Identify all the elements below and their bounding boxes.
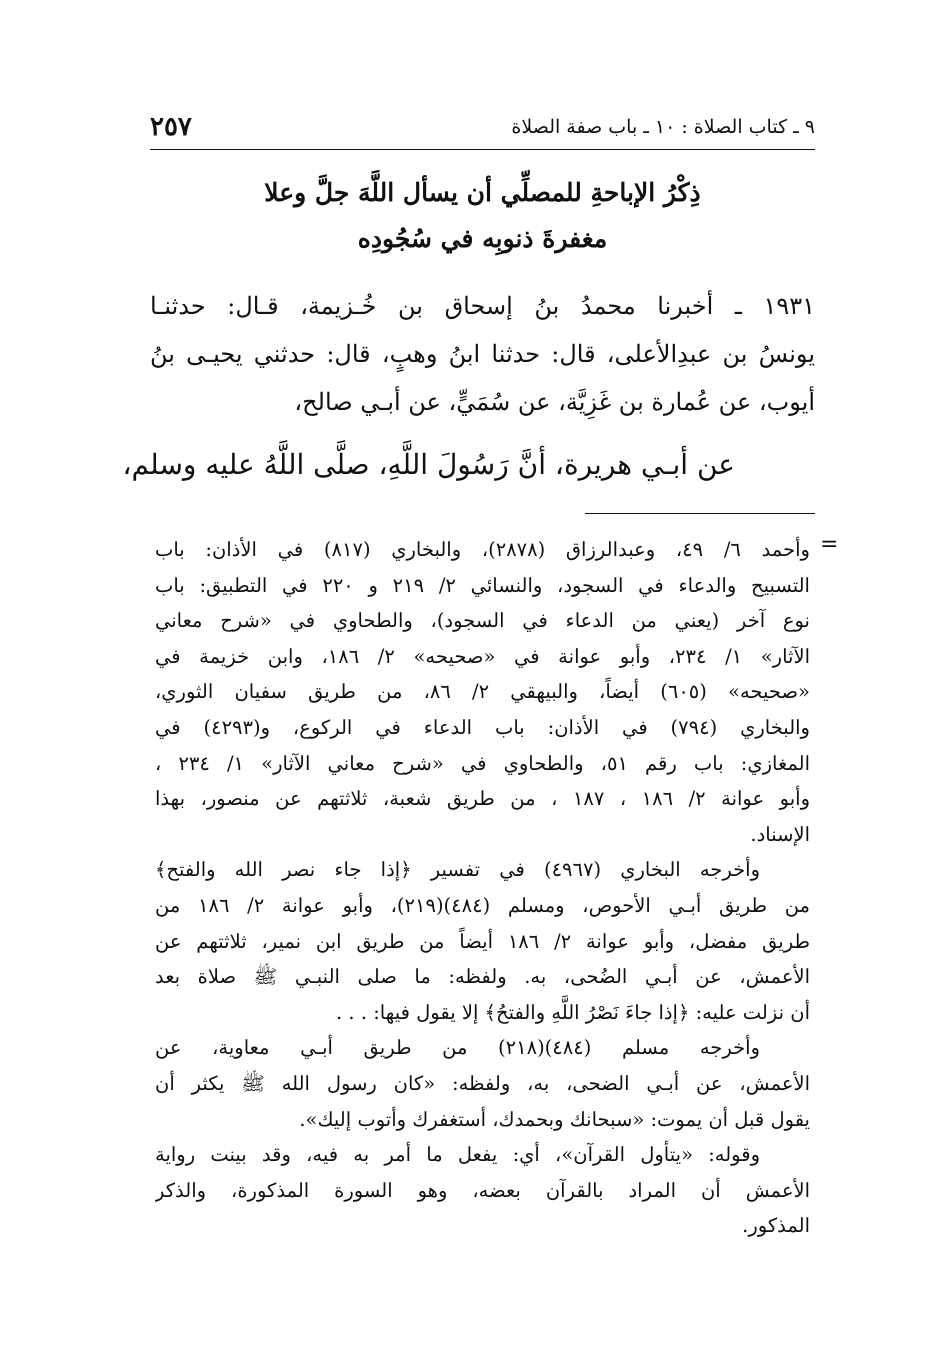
chapter-title [150, 170, 815, 262]
footnote-line: وأخرجه مسلم (٤٨٤)(٢١٨) من طريق أبـي معاوية، عن [155, 1036, 760, 1060]
footnote-line: وأخرجه البخاري (٤٩٦٧) في تفسير ﴿إذا جاء نصر الله والفتح﴾ [155, 858, 760, 882]
footnote-line: «صحيحه» (٦٠٥) أيضاً، والبيهقي ٢/ ٨٦، من طريق سفيان الثوري، [155, 680, 810, 704]
footnote-line: وأحمد ٦/ ٤٩، وعبدالرزاق (٢٨٧٨)، والبخاري (٨١٧) في الأذان: باب [155, 538, 810, 561]
header-rule [150, 149, 815, 150]
footnote-line: الإسناد. [750, 822, 810, 846]
hadith-matn: عن أبـي هريرة، أنَّ رَسُولَ اللَّهِ، صلَّى اللَّهُ عليه وسلم، [122, 448, 735, 481]
footnote-line: وقوله: «يتأول القرآن»، أي: يفعل ما أمر به فيه، وقد بينت رواية [155, 1143, 760, 1167]
footnote-line: وأبو عوانة ٢/ ١٨٦ ، ١٨٧ ، من طريق شعبة، ثلاثتهم عن منصور، بهذا [155, 787, 810, 811]
title-line-1: ذِكْرُ الإباحةِ للمصلِّي أن يسأل اللَّهَ جلَّ وعلا [264, 178, 701, 207]
hadith-line: أيوب، عن عُمارة بن غَزِيَّة، عن سُمَيٍّ، عن أبـي صالح، [294, 388, 815, 416]
footnote-line: التسبيح والدعاء في السجود، والنسائي ٢/ ٢١٩ و ٢٢٠ في التطبيق: باب [155, 573, 810, 597]
title-line-2: مغفرةَ ذنوبِه في سُجُودِه [357, 224, 608, 253]
footnote-line: والبخاري (٧٩٤) في الأذان: باب الدعاء في الركوع، و(٤٢٩٣) في [155, 715, 810, 739]
footnote-line: الآثار» ١/ ٢٣٤، وأبو عوانة في «صحيحه» ٢/ ١٨٦، وابن خزيمة في [155, 644, 810, 668]
footnote-line: من طريق أبـي الأحوص، ومسلم (٤٨٤)(٢١٩)، وأبو عوانة ٢/ ١٨٦ من [155, 893, 810, 917]
footnote-line: الأعمش، عن أبـي الضحى، به، ولفظه: «كان رسول الله ﷺ يكثر أن [155, 1071, 810, 1095]
footnote-line: طريق مفضل، وأبو عوانة ٢/ ١٨٦ أيضاً من طريق ابن نمير، ثلاثتهم عن [155, 929, 810, 953]
footnote-line: نوع آخر (يعني من الدعاء في السجود)، والطحاوي في «شرح معاني [155, 609, 810, 633]
footnote-line: المذكور. [742, 1214, 810, 1238]
hadith-line: يونسُ بن عبدِالأعلى، قال: حدثنا ابنُ وهبٍ، قال: حدثني يحيـى بنُ [150, 340, 815, 368]
footnote-separator [585, 513, 815, 514]
footnote-line: الأعمش أن المراد بالقرآن بعضه، وهو السورة المذكورة، والذكر [155, 1178, 810, 1202]
continuation-mark: = [820, 532, 839, 557]
footnote-line: يقول قبل أن يموت: «سبحانك وبحمدك، أستغفرك وأتوب إليك». [299, 1107, 810, 1131]
footnotes [155, 532, 810, 1244]
hadith-isnad [150, 282, 815, 426]
footnote-line: الأعمش، عن أبـي الضُحى، به. ولفظه: ما صلى النبـي ﷺ صلاة بعد [155, 965, 810, 989]
hadith-line: ١٩٣١ ـ أخبرنا محمدُ بنُ إسحاق بن خُـزيمة، قـال: حدثنـا [150, 292, 815, 320]
page-number: ٢٥٧ [150, 112, 192, 142]
running-head: ٩ ـ كتاب الصلاة : ١٠ ـ باب صفة الصلاة [511, 116, 815, 138]
footnote-line: المغازي: باب رقم ٥١، والطحاوي في «شرح معاني الآثار» ١/ ٢٣٤ ، [155, 751, 810, 775]
page-header [150, 110, 815, 150]
footnote-line: أن نزلت عليه: ﴿إذا جاءَ نَصْرُ اللَّهِ والفتحُ﴾ إلا يقول فيها: . . . [336, 1000, 810, 1024]
